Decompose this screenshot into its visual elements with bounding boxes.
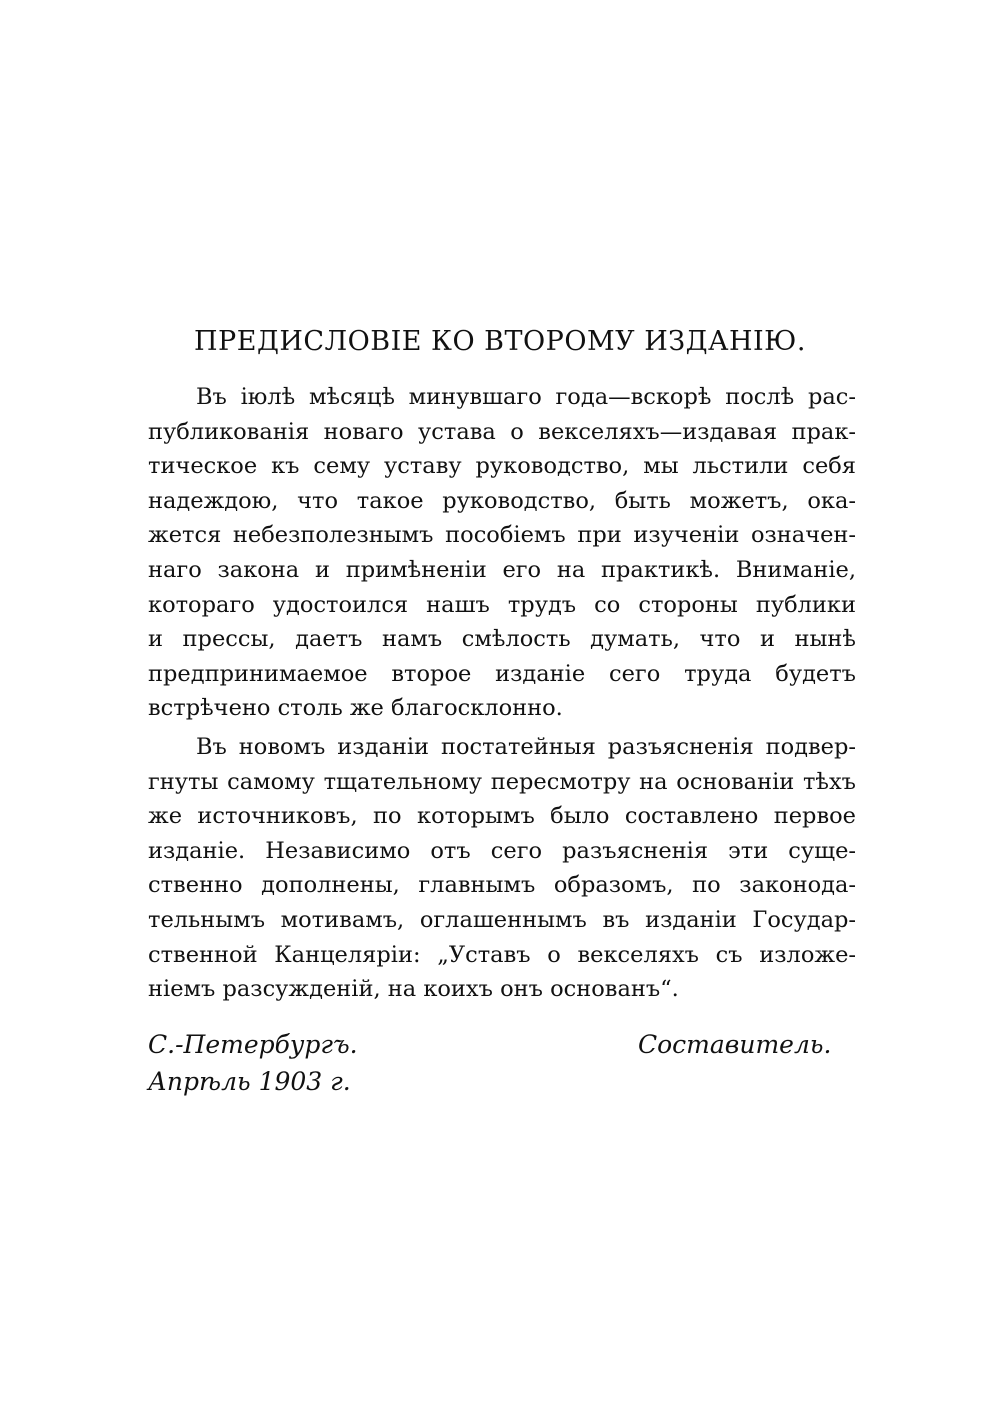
text-line: надеждою, что такое руководство, быть можетъ, ока- bbox=[148, 487, 856, 514]
text-line: же источниковъ, по которымъ было составлено первое bbox=[148, 803, 856, 830]
text-line: котораго удостоился нашъ трудъ со стороны публики bbox=[148, 591, 856, 618]
signature-date: Апрѣль 1903 г. bbox=[148, 1067, 351, 1096]
text-line: тельнымъ мотивамъ, оглашеннымъ въ изданіи Государ- bbox=[148, 906, 856, 933]
text-line: наго закона и примѣненіи его на практикѣ. Вниманіе, bbox=[148, 556, 856, 583]
text-line: ственно дополнены, главнымъ образомъ, по законода- bbox=[148, 872, 856, 899]
text-line: изданіе. Независимо отъ сего разъясненія эти суще- bbox=[148, 837, 856, 864]
paragraph-1 bbox=[148, 380, 856, 726]
text-line: Въ новомъ изданіи постатейныя разъясненія подвер- bbox=[196, 734, 856, 760]
text-line: предпринимаемое второе изданіе сего труда будетъ bbox=[148, 660, 856, 687]
signature-place: С.-Петербургъ. bbox=[148, 1030, 358, 1059]
text-line: ственной Канцеляріи: „Уставъ о векселяхъ съ изложе- bbox=[148, 941, 856, 968]
text-line: гнуты самому тщательному пересмотру на основаніи тѣхъ bbox=[148, 768, 856, 795]
page-title: ПРЕДИСЛОВІЕ КО ВТОРОМУ ИЗДАНІЮ. bbox=[194, 326, 806, 357]
text-line: встрѣчено столь же благосклонно. bbox=[148, 695, 563, 722]
text-line: Въ іюлѣ мѣсяцѣ минувшаго года—вскорѣ послѣ рас- bbox=[196, 384, 856, 410]
text-line: жется небезполезнымъ пособіемъ при изученіи означен- bbox=[148, 522, 856, 549]
paragraph-2 bbox=[148, 730, 856, 1007]
text-line: и прессы, даетъ намъ смѣлость думать, что и нынѣ bbox=[148, 626, 856, 653]
text-line: публикованія новаго устава о векселяхъ—издавая прак- bbox=[148, 418, 856, 445]
signature-author: Составитель. bbox=[638, 1030, 832, 1059]
text-line: тическое къ сему уставу руководство, мы льстили себя bbox=[148, 453, 856, 480]
text-line: ніемъ разсужденій, на коихъ онъ основанъ“. bbox=[148, 976, 679, 1003]
